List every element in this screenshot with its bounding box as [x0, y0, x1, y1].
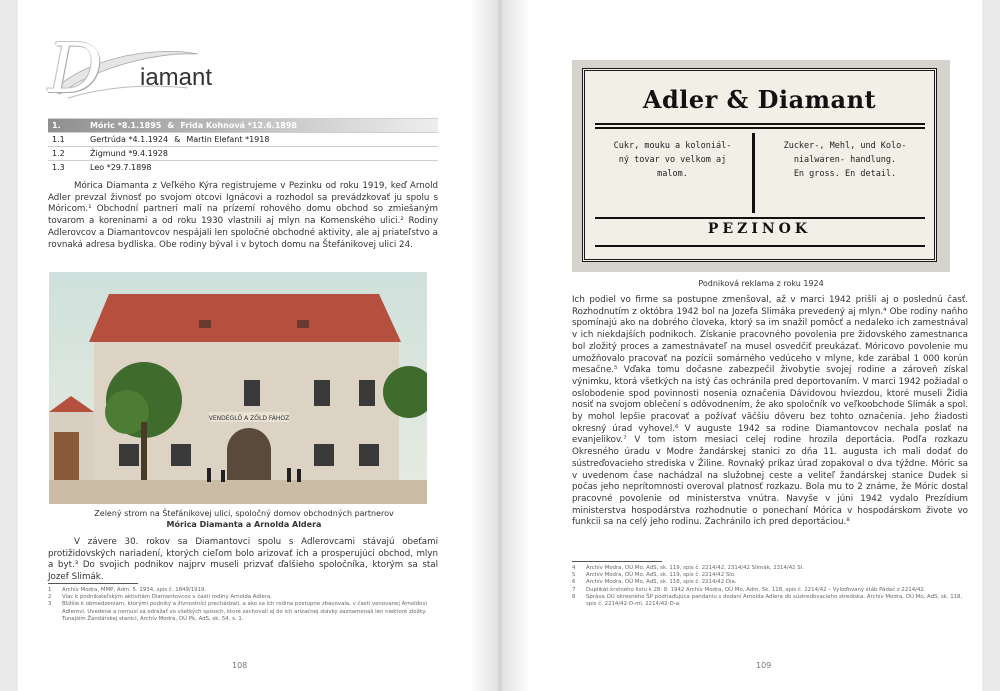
- left-page-number: 108: [232, 661, 248, 670]
- photo-caption: [48, 509, 440, 530]
- ad-line-text: En gross. En detail.: [793, 169, 897, 179]
- family-table: [48, 118, 438, 174]
- ad-german-text: [775, 139, 915, 181]
- ad-title: Adler & Diamant: [642, 85, 877, 114]
- ad-slovak-text: [605, 139, 740, 181]
- chapter-title-text: iamant: [140, 64, 213, 91]
- family-spouse-date: *1918: [245, 135, 270, 144]
- left-page: [18, 0, 470, 691]
- footnote-text: Viac k podnikateľským aktivitám Diamantovcov v časti rodiny Arnolda Adlera.: [62, 594, 272, 601]
- historic-building-photo: [49, 272, 427, 504]
- family-date: *29.7.1898: [106, 163, 152, 172]
- book-gutter: [470, 0, 530, 691]
- chapter-initial: D: [48, 30, 103, 109]
- right-paragraph: Ich podiel vo firme sa postupne zmenšoval, až v marci 1942 prišli aj o poslednú časť. Rozhodnutím z októbra 1942 bol na Jozefa Slimáka prevedený aj mlyn.⁴ Obe rodiny naňho spomínajú ako na dobrého človeka, ktorý sa im snažil pomôcť a nedaleko ich zamestnával v ich niekdajších podnikoch. Získanie pracovného povolenia pre židovského zamestnanca bol zložitý proces a zamestnávateľ na musel osvedčiť preukázať. Móricovo povolenie mu umožňovalo pracovať na pozícii somárného vedúceho v mlyne, kde zarábal 1 000 korún mesačne.⁵ Vďaka tomu dočasne zabezpečil živobytie svojej rodine a zároveň získal výnimku, ktorá všetkých na istý čas ochránila pred deportovaním. V marci 1942 požiadal o oslobodenie spod povinnosti nosenia označenia Dávidovou hviezdou, ktoré museli Židia nosiť na svojom oblečení s odôvodnením, že ako spoločník vo veľkoobchode Slimák a spol. by mohol lepšie pracovať a požívať väčšiu dôveru bez tohto označenia. Jeho žiadosti okresný úrad vyhovel.⁶ V auguste 1942 sa rodine Diamantovcov nechala poslať na evanjelikov.⁷ V tom istom mesiaci celej rodine hrozila deportácia. Podľa rozkazu Okresného úradu v Modre žandárskej stanici zo dňa 11. augusta ich mali dodať do sústreďovacieho strediska v Žiline. Rovnaký príkaz úrad zopakoval o dva týždne. Móric sa v uvedenom čase nachádzal na služobnej ceste a veliteľ žandárskej stanice Dudek si počas jeho neprítomnosti overoval platnosť rozkazu. Bola mu to 2 známe, že Móric dostal pracovné povolenie od ministerstva vnútra. Navyše v júni 1942 vydalo Prezídium ministerstva hospodárstva rozhodnutie o ponechaní Mórica v hospodárskom živote vo funkcii sa na celý jeho rodinu. Zachránilo ich pred deportáciou.⁸: [572, 295, 968, 528]
- chapter-title: [48, 30, 448, 109]
- footnote-number: 7: [572, 586, 576, 593]
- footnote: [572, 594, 967, 608]
- footnote-text: Správa OÚ okresného ŠP podriaďujúca pandaniu s dodaní Arnolda Adlera do sústreďovacieho strediska. Archív Modra, OÚ Mo, AdS, sk. 118, spis č. 2214/42-D-ml, 2214/42-D-a.: [586, 593, 963, 608]
- footnote: [572, 579, 967, 586]
- ad-divider: [595, 127, 925, 129]
- family-member: Leo: [90, 163, 105, 172]
- footnote-text: Archív Modra, MMP, Adm. 5. 1934, spis č. 1849/1919.: [62, 587, 207, 593]
- family-date: *4.1.1924: [128, 135, 169, 144]
- footnote: [572, 587, 967, 594]
- family-date: *9.4.1928: [128, 149, 168, 158]
- family-number: 1.: [52, 121, 61, 130]
- family-spouse-date: *12.6.1898: [247, 121, 297, 130]
- left-paragraph-1: Móricа Diamanta z Veľkého Kýra registrujeme v Pezinku od roku 1919, keď Arnold Adler prevzal živnosť po svojom otcovi Ignácovi a rozhodol sa prevádzkovať ju spolu s Móricom.¹ Obchodní partneri mali na prízemí rohového domu obchod so zmiešaným tovarom a koreninami a od roku 1930 vlastnili aj mlyn na Komenského ulici.² Rodiny Adlerovcov a Diamantovcov nespájali len spoločné obchodné aktivity, ale aj priateľstvo a rovnaká adresa bydliska. Obe rodiny býval i v bytoch domu na Štefánikovej ulici 24.: [48, 181, 438, 250]
- photo-caption-line-1: Zelený strom na Štefánikovej ulici, spoločný domov obchodných partnerov: [94, 509, 394, 518]
- footnote-number: 6: [572, 579, 576, 586]
- family-row: [48, 118, 438, 132]
- right-footnotes: [572, 565, 967, 608]
- footnote-number: 2: [48, 594, 52, 601]
- right-page: [530, 0, 982, 691]
- footnote-number: 4: [572, 565, 576, 571]
- family-row: [48, 146, 438, 160]
- ad-center-bar: [752, 133, 755, 213]
- footnote-text: Duplikát krstného listu k 28. 8. 1942 Archív Modra, OÚ Mo, Adm. 5k. 118, spis č. 2214/42 – Vyloďovaný štáb Pádač z 2214/42.: [586, 586, 926, 593]
- advertisement-border: [582, 68, 937, 262]
- footnote-rule: [48, 583, 138, 584]
- ad-caption: Podniková reklama z roku 1924: [698, 279, 824, 288]
- family-member: Móric: [90, 121, 115, 130]
- ad-divider: [595, 217, 925, 219]
- footnote-text: Archív Modra, OÚ Mo, AdS, sk. 119, spis č. 2214/42 Slo.: [586, 572, 736, 579]
- photo-caption-line-2: Mórica Diamanta a Arnolda Aldera: [166, 519, 322, 529]
- ad-line-text: nialwaren- handlung.: [793, 155, 897, 165]
- footnote-number: 5: [572, 572, 576, 579]
- advertisement-image: [572, 60, 950, 272]
- footnote-rule: [572, 561, 662, 562]
- ad-city: PEZINOK: [707, 221, 812, 237]
- ad-divider: [595, 123, 925, 125]
- family-member: Žigmund: [90, 149, 126, 158]
- family-date: *8.1.1895: [117, 121, 162, 130]
- family-amp: &: [174, 135, 181, 144]
- ad-line-text: malom.: [657, 169, 688, 179]
- family-number: 1.1: [52, 135, 65, 144]
- family-number: 1.3: [52, 163, 65, 172]
- family-spouse: Frida Kohnová: [180, 121, 245, 130]
- ad-line-text: Zucker-, Mehl, und Kolo-: [783, 141, 907, 151]
- right-page-number: 109: [756, 661, 772, 670]
- footnote-text: Bližšie k obmedzeniam, ktorými podniky a živnostníci prechádzali, a ako sa ich rodina postupne zbavovala, v časti venovanej Arnoldovi Adlerovi. Uvedené a nemusí sa odrážať vo všetkých spisoch, ktoré zachovali aj do ich arizačnej stávky zaznamenali len niektoré zložky. Tunajším Žandárskej stanici, Archív Modra, OÚ Pk, AdS, sk. 54, s. 1.: [62, 601, 428, 622]
- footnote-number: 3: [48, 601, 52, 608]
- svg-text:VENDÉGLŐ A ZÖLD FÁHOZ: VENDÉGLŐ A ZÖLD FÁHOZ: [208, 415, 290, 422]
- footnote-text: Archív Modra, OÚ Mo, AdS, sk. 118, spis č. 2214/42 Dia.: [586, 579, 737, 586]
- footnote: [48, 601, 440, 623]
- family-member: Gertrúda: [90, 135, 126, 144]
- family-number: 1.2: [52, 149, 65, 158]
- family-row: [48, 132, 438, 146]
- footnote-number: 1: [48, 587, 52, 593]
- ad-line-text: Cukr, mouku a koloniál-: [613, 141, 732, 151]
- family-spouse: Martin Elefant: [186, 135, 243, 144]
- ad-line-text: ný tovar vo velkom aj: [618, 155, 727, 165]
- ad-divider: [595, 245, 925, 247]
- left-paragraph-2: V závere 30. rokov sa Diamantovci spolu s Adlerovcami stávajú obeťami protižidovských nariadení, ktorých cieľom bolo arizovať ich a prosperujúci obchod, mlyn a byt.³ Do svojich podnikov najprv museli prizvať ďalšieho spoločníka, ktorým sa stal Jozef Slimák.: [48, 537, 438, 583]
- footnote-number: 8: [572, 593, 576, 600]
- family-amp: &: [167, 121, 175, 130]
- footnote-text: Archív Modra, OÚ Mo, AdS, sk. 119, spis č. 2214/42, 2314/42 Slimák, 2314/42 Sl.: [586, 565, 804, 571]
- left-footnotes: [48, 587, 440, 623]
- family-row: [48, 160, 438, 174]
